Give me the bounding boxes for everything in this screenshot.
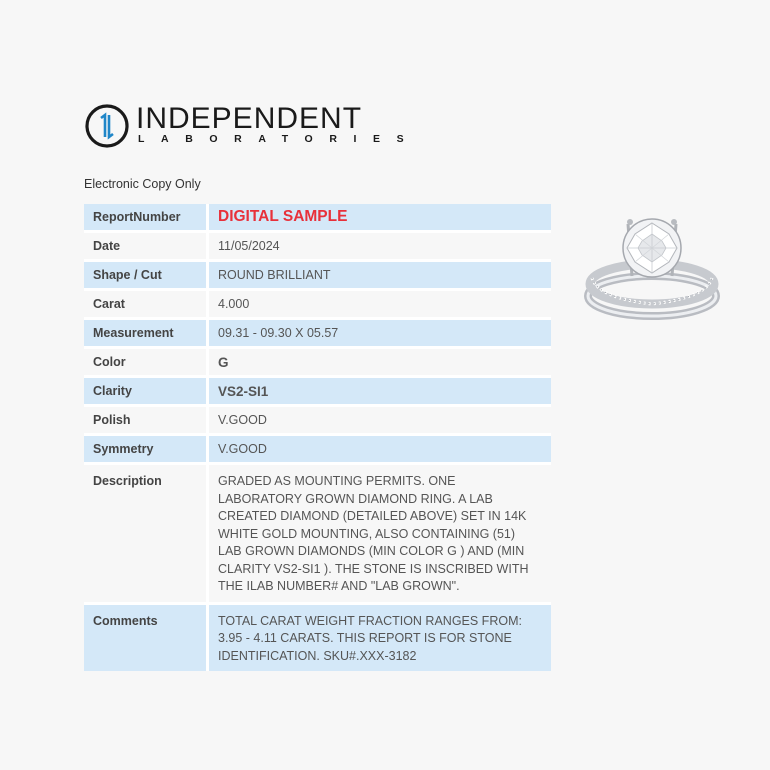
table-row <box>84 291 551 320</box>
field-label: Color <box>84 349 206 378</box>
table-row <box>84 204 551 233</box>
field-value: 11/05/2024 <box>206 233 551 262</box>
field-value: GRADED AS MOUNTING PERMITS. ONE LABORATORY GROWN DIAMOND RING. A LAB CREATED DIAMOND (DETAILED ABOVE) SET IN 14K WHITE GOLD MOUNTING, ALSO CONTAINING (51) LAB GROWN DIAMONDS (MIN COLOR G ) AND (MIN CLARITY VS2-SI1 ). THE STONE IS INSCRIBED WITH THE ILAB NUMBER# AND "LAB GROWN". <box>206 465 551 605</box>
field-value: ROUND BRILLIANT <box>206 262 551 291</box>
field-label: Date <box>84 233 206 262</box>
logo-subtitle: LABORATORIES <box>138 133 421 145</box>
table-row <box>84 436 551 465</box>
field-label: Shape / Cut <box>84 262 206 291</box>
table-row <box>84 262 551 291</box>
field-value: DIGITAL SAMPLE <box>206 204 551 233</box>
field-label: Comments <box>84 605 206 672</box>
field-label: Clarity <box>84 378 206 407</box>
field-value: TOTAL CARAT WEIGHT FRACTION RANGES FROM: 3.95 - 4.11 CARATS. THIS REPORT IS FOR STONE IDENTIFICATION. SKU#.XXX-3182 <box>206 605 551 672</box>
report-table <box>84 204 551 671</box>
field-value: 4.000 <box>206 291 551 320</box>
field-label: Polish <box>84 407 206 436</box>
table-row <box>84 378 551 407</box>
logo-name: INDEPENDENT <box>136 102 363 135</box>
field-value: G <box>206 349 551 378</box>
field-value: VS2-SI1 <box>206 378 551 407</box>
field-label: Carat <box>84 291 206 320</box>
table-row <box>84 465 551 605</box>
field-label: ReportNumber <box>84 204 206 233</box>
logo <box>84 102 421 149</box>
field-value: V.GOOD <box>206 436 551 465</box>
table-row <box>84 407 551 436</box>
field-label: Measurement <box>84 320 206 349</box>
table-row <box>84 605 551 672</box>
table-row <box>84 349 551 378</box>
ring-photo <box>578 214 726 326</box>
copy-note: Electronic Copy Only <box>84 177 201 191</box>
field-label: Description <box>84 465 206 605</box>
table-row <box>84 233 551 262</box>
field-label: Symmetry <box>84 436 206 465</box>
field-value: 09.31 - 09.30 X 05.57 <box>206 320 551 349</box>
field-value: V.GOOD <box>206 407 551 436</box>
table-row <box>84 320 551 349</box>
logo-mark-icon <box>84 103 130 149</box>
